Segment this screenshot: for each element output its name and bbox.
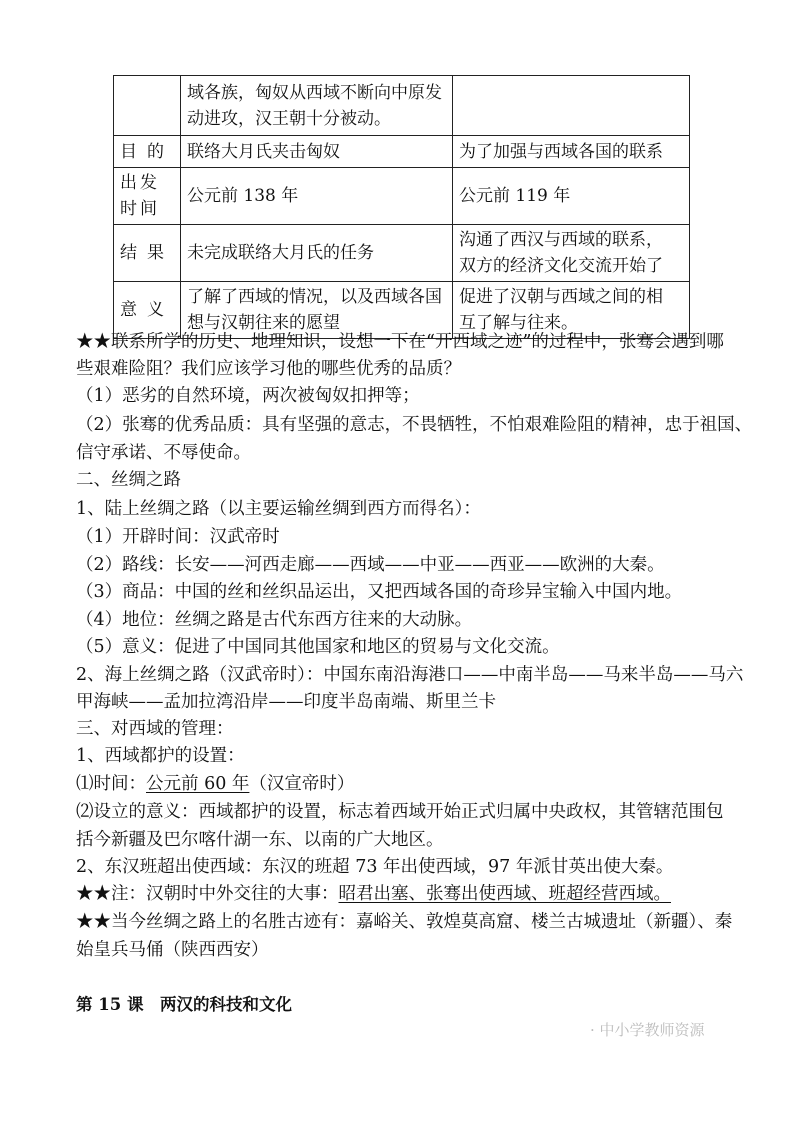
land-silk-road-time: （1）开辟时间：汉武帝时 bbox=[76, 527, 280, 547]
section-heading-western-regions: 三、对西域的管理： bbox=[76, 719, 234, 739]
table-row bbox=[114, 136, 690, 168]
answer-line-1: （1）恶劣的自然环境，两次被匈奴扣押等； bbox=[76, 386, 420, 406]
heritage-line-1: ★★当今丝绸之路上的名胜古迹有：嘉峪关、敦煌莫高窟、楼兰古城遗址（新疆）、秦 bbox=[76, 912, 733, 932]
lesson-title: 第 15 课 两汉的科技和文化 bbox=[76, 995, 292, 1014]
second-mission-cell bbox=[453, 225, 690, 282]
second-mission-cell bbox=[453, 76, 690, 136]
table-row bbox=[114, 76, 690, 136]
land-silk-road-significance: （5）意义：促进了中国同其他国家和地区的贸易与文化交流。 bbox=[76, 637, 560, 657]
row-label: 出发时间 bbox=[120, 173, 160, 219]
cell-text-line: 双方的经济文化交流开始了 bbox=[459, 256, 663, 276]
protectorate-significance-line-1: ⑵设立的意义：西域都护的设置，标志着西域开始正式归属中央政权，其管辖范围包 bbox=[76, 802, 724, 822]
sea-silk-road-line-2: 甲海峡——孟加拉湾沿岸——印度半岛南端、斯里兰卡 bbox=[76, 692, 496, 712]
table-row bbox=[114, 225, 690, 282]
first-mission-cell bbox=[181, 76, 453, 136]
protectorate-time-label: ⑴时间： bbox=[76, 774, 146, 794]
heritage-line-2: 始皇兵马俑（陕西西安） bbox=[76, 940, 269, 960]
row-label-cell bbox=[114, 76, 181, 136]
cell-text-line: 联络大月氏夹击匈奴 bbox=[187, 141, 340, 162]
first-mission-cell bbox=[181, 168, 453, 225]
cell-text-line: 公元前 119 年 bbox=[459, 186, 571, 206]
second-mission-cell bbox=[453, 136, 690, 168]
land-silk-road-heading: 1、陆上丝绸之路（以主要运输丝绸到西方而得名）： bbox=[76, 499, 481, 519]
note-events: 昭君出塞、张骞出使西域、班超经营西域。 bbox=[338, 884, 671, 904]
second-mission-cell bbox=[453, 168, 690, 225]
answer-line-2-cont: 信守承诺、不辱使命。 bbox=[76, 443, 251, 463]
cell-text-line: 动进攻，汉王朝十分被动。 bbox=[187, 108, 391, 129]
cell-text-line: 沟通了西汉与西域的联系， bbox=[459, 230, 663, 250]
land-silk-road-goods: （3）商品：中国的丝和丝织品运出，又把西域各国的奇珍异宝输入中国内地。 bbox=[76, 582, 683, 602]
row-label: 目的 bbox=[120, 141, 174, 162]
protectorate-heading: 1、西域都护的设置： bbox=[76, 746, 245, 766]
answer-line-2: （2）张骞的优秀品质：具有坚强的意志，不畏牺牲，不怕艰难险阻的精神，忠于祖国、 bbox=[76, 415, 753, 435]
cell-text-line bbox=[459, 93, 683, 119]
cell-text-line: 了解了西域的情况，以及西域各国 bbox=[187, 287, 442, 307]
protectorate-significance-line-2: 括今新疆及巴尔喀什湖一东、以南的广大地区。 bbox=[76, 830, 444, 850]
question-line-1: ★★联系所学的历史、地理知识，设想一下在“开西域之迹”的过程中，张骞会遇到哪 bbox=[76, 332, 724, 352]
note-line bbox=[76, 882, 736, 906]
row-label: 意义 bbox=[120, 300, 174, 320]
watermark: · 中小学教师资源 bbox=[590, 1021, 705, 1039]
protectorate-time-note: （汉宣帝时） bbox=[249, 774, 355, 794]
cell-text-line: 公元前 138 年 bbox=[187, 186, 299, 206]
ban-chao-line: 2、东汉班超出使西域：东汉的班超 73 年出使西域，97 年派甘英出使大秦。 bbox=[76, 857, 674, 877]
row-label-cell bbox=[114, 136, 181, 168]
land-silk-road-status: （4）地位：丝绸之路是古代东西方往来的大动脉。 bbox=[76, 610, 473, 630]
comparison-table bbox=[113, 75, 690, 339]
cell-text-line: 未完成联络大月氏的任务 bbox=[187, 243, 374, 263]
row-label: 结果 bbox=[120, 243, 174, 263]
cell-text-line: 为了加强与西域各国的联系 bbox=[459, 141, 663, 162]
cell-text-line: 互了解与往来。 bbox=[459, 313, 578, 333]
cell-text-line: 促进了汉朝与西域之间的相 bbox=[459, 287, 663, 307]
first-mission-cell bbox=[181, 136, 453, 168]
cell-text-line: 想与汉朝往来的愿望 bbox=[187, 313, 340, 333]
first-mission-cell bbox=[181, 225, 453, 282]
row-label-cell bbox=[114, 225, 181, 282]
cell-text-line: 域各族，匈奴从西域不断向中原发 bbox=[187, 82, 442, 103]
section-heading-silk-road: 二、丝绸之路 bbox=[76, 470, 181, 490]
protectorate-time-value: 公元前 60 年 bbox=[146, 774, 250, 794]
protectorate-time bbox=[76, 772, 736, 796]
table-row bbox=[114, 168, 690, 225]
note-label: ★★注：汉朝时中外交往的大事： bbox=[76, 884, 339, 904]
land-silk-road-route: （2）路线：长安——河西走廊——西域——中亚——西亚——欧洲的大秦。 bbox=[76, 555, 665, 575]
question-line-2: 些艰难险阻？我们应该学习他的哪些优秀的品质？ bbox=[76, 359, 461, 379]
row-label-cell bbox=[114, 168, 181, 225]
sea-silk-road-line-1: 2、海上丝绸之路（汉武帝时）：中国东南沿海港口——中南半岛——马来半岛——马六 bbox=[76, 665, 744, 685]
